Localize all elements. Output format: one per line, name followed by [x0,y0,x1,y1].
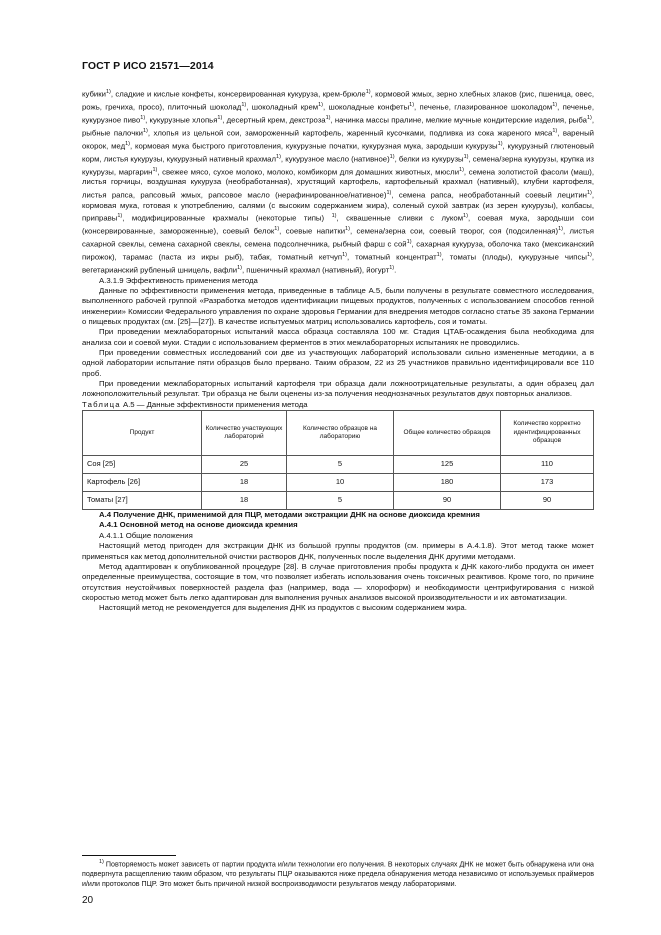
table-caption [82,400,594,410]
footnote-marker: 1) [125,140,130,147]
efficiency-table [82,410,594,510]
footnote-text: $^{1)}$ Повторяемость может зависеть от партии продукта и/или технологии его получения. В некоторых случаях ДНК не может быть обнаружена или она подвергнута расщеплению таким образом, что результаты ПЦР оказываются ниже предела обнаружения метода независимо от используемых праймеров и/или протоколов ПЦР. Это может быть причиной низкой воспроизводимости результатов между лабораториями. [82,859,594,888]
footnote-marker: 1) [406,238,412,245]
method-limitation-paragraph: Настоящий метод не рекомендуется для выделения ДНК из продуктов с высоким содержанием жира. [99,603,467,613]
column-header: Общее количество образцов [394,411,501,456]
table-cell: 125 [394,456,501,474]
footnote-marker: 1) [318,101,323,108]
table-cell: Картофель [26] [83,474,202,492]
footnote-marker: 1) [325,114,331,121]
footnote-marker: 1) [276,153,281,160]
table-cell: 10 [287,474,394,492]
table-cell: 90 [394,492,501,510]
footnote [82,858,594,889]
table-cell: 18 [202,474,287,492]
footnote-marker: 1) [142,127,148,134]
subsection-a41-heading: A.4.1 Основной метод на основе диоксида кремния [99,520,298,530]
footnote-marker: 1) [497,140,503,147]
footnote-marker: 1) [389,153,395,160]
footnote-marker: 1) [331,213,337,220]
footnote-marker: 1) [386,189,392,196]
footnote-marker: 1) [463,153,469,160]
column-header: Продукт [83,411,202,456]
method-adaptation-paragraph: Метод адаптирован к опубликованной процедуре [28]. В случае приготовления пробы продукта к ДНК какого-либо продукта он имеет определенные преимущества, состоящие в том, что позволяет избегать использования очень токсичных реактивов. Кроме того, по причине отсутствия неустойчивых поверхностей раздела фаз (например, вода — хлороформ) и необходимости центрифугирования с низкой скоростью метод может быть легко адаптирован для выполнения ручных анализов высокой производительности и их автоматизации. [82,561,594,602]
subsection-a411-heading: A.4.1.1 Общие положения [99,530,193,540]
table-cell: 25 [202,456,287,474]
column-header: Количество участвующих лабораторий [202,411,287,456]
sample-mass-paragraph: При проведении межлабораторных испытаний масса образца составляла 100 мг. Стадия ЦТАБ-осаждения была необходима для анализа сои и соевой муки. Стадии с использованием ферментов в этих межлабораторных испытаниях не проводились. [82,327,594,347]
subsection-a319-heading: A.3.1.9 Эффективность применения метода [99,275,258,285]
table-cell: 173 [501,474,594,492]
column-header: Количество корректно идентифицированных образцов [501,411,594,456]
page-number: 20 [82,895,94,906]
footnote-marker: 1) [552,101,558,108]
table-cell: 5 [287,492,394,510]
table-cell: 180 [394,474,501,492]
footnote-marker: 1) [552,127,558,134]
footnote-marker: 1) [586,251,592,258]
footnote-marker: 1) [365,89,371,95]
footnote-marker: 1) [558,225,563,232]
table-cell: Соя [25] [83,456,202,474]
footnote-marker: 1) [409,101,415,108]
table-header-row [83,411,594,456]
footnote-marker: 1) [99,859,104,865]
footnote-marker: 1) [459,166,464,173]
table-cell: 90 [501,492,594,510]
footnote-marker: 1) [586,189,592,196]
table-cell: Томаты [27] [83,492,202,510]
table-cell: 18 [202,492,287,510]
footnote-marker: 1) [217,114,223,121]
footnote-marker: 1) [345,225,350,232]
footnote-marker: 1) [140,114,146,121]
document-code-header: ГОСТ Р ИСО 21571—2014 [82,60,214,72]
table-cell: 110 [501,456,594,474]
footnote-separator [82,855,176,856]
column-header: Количество образцов на лабораторию [287,411,394,456]
footnote-marker: 1) [241,101,247,108]
method-scope-paragraph: Настоящий метод пригоден для экстракции ДНК из большой группы продуктов (см. примеры в А.4.1.8). Этот метод также может применяться как метод дополнительной очистки растворов ДНК, полученных после выделения ДНК другими методами. [82,541,594,561]
table-caption-word: Таблица [82,399,121,409]
footnote-marker: 1) [342,251,347,258]
footnote-marker: 1) [152,166,158,173]
efficiency-paragraph: Данные по эффективности применения метода, приведенные в таблице А.5, были получены в результате совместного исследования, выполненного рабочей группой «Разработка методов идентификации пищевых продуктов, полученных с использованием способов генной инженерии» Комиссии Федерального управления по охране здоровья Германии для внедрения методов согласно статье 35 закона Германии о пищевых продуктах (см. [25]—[27]). В качестве испытуемых матриц использовались картофель, соя и томаты. [82,286,594,327]
soy-study-paragraph: При проведении совместных исследований сои две из участвующих лабораторий использовали сильно измененные методики, а в одной лаборатории испытание пяти образцов было прервано. Таким образом, 22 из 25 участников правильно идентифицировали все 110 проб. [82,348,594,378]
table-caption-text: А.5 — Данные эффективности применения метода [122,399,308,409]
footnote-marker: 1) [237,264,242,271]
footnote-marker: 1) [436,251,442,258]
product-list-paragraph: кубики$^{1)}$, сладкие и кислые конфеты, консервированная кукуруза, крем-брюле$^{1)}$, кормовой жмых, зерно хлебных злаков (рис, пшеница, овес, рожь, гречиха, просо), плиточный шоколад$^{1)}$, шоколадный крем$^{1)}$, шоколадные конфеты$^{1)}$, печенье, глазированное шоколадом$^{1)}$, печенье, кукурузное пиво$^{1)}$, кукурузные хлопья$^{1)}$, десертный крем, декстроза$^{1)}$, начинка массы пралине, мелкие мучные кондитерские изделия, рыба$^{1)}$, рыбные палочки$^{1)}$, хлопья из цельной сои, замороженный картофель, жаренный кусочками, подливка из сока жареного мяса$^{1)}$, вареный окорок, мед$^{1)}$, кормовая мука быстрого приготовления, кукурузные початки, кукурузная мука, зародыши кукурузы$^{1)}$, кукурузный глютеновый корм, листья кукурузы, кукурузный нативный крахмал$^{1)}$, кукурузное масло (нативное)$^{1)}$, белки из кукурузы$^{1)}$, семена/зерна кукурузы, крупка из кукурузы, маргарин$^{1)}$, свежее мясо, сухое молоко, молоко, комбикорм для домашних животных, мюсли$^{1)}$, семена золотистой фасоли (маш), листья горчицы, воздушная кукуруза (необработанная), хрустящий картофель, картофельный крахмал (нативный), клубни картофеля, листья рапса, рапсовый жмых, рапсовое масло (нерафинированное/нативное)$^{1)}$, семена рапса, необработанный соевый лецитин$^{1)}$, кормовая мука, готовая к употреблению, салями (с высоким содержанием жира), соленый сухой завтрак (из зерен кукурузы), колбасы, приправы$^{1)}$, модифицированные крахмалы (некоторые типы) $^{1)}$, сквашенные сливки с луком$^{1)}$, соевая мука, зародыши сои (консервированные, замороженные), соевый белок$^{1)}$, соевые напитки$^{1)}$, семена/зерна сои, соевый творог, соя (подсиленная)$^{1)}$, листья сахарной свеклы, семена сахарной свеклы, семена подсолнечника, рыбный фарш с сой$^{1)}$, сахарная кукуруза, оболочка тако (мексиканский пирожок), тарамас (паста из икры рыб), табак, томатный кетчуп$^{1)}$, томатный концентрат$^{1)}$, томаты (плоды), кукурузные чипсы$^{1)}$, вегетарианский рубленый шницель, вафли$^{1)}$, пшеничный крахмал (нативный), йогурт$^{1)}$. [82,89,595,275]
document-body [82,87,594,614]
footnote-marker: 1) [105,89,111,95]
table-row [83,456,594,474]
footnote-marker: 1) [586,114,592,121]
footnote-marker: 1) [389,264,395,271]
footnote-marker: 1) [463,213,468,220]
table-row [83,492,594,510]
potato-study-paragraph: При проведении межлабораторных испытаний картофеля три образца дали ложноотрицательные результаты, а один образец дал ложноположительный результат. Три образца не были оценены из-за получения неоднозначных результатов двух повторных анализов. [82,379,594,399]
footnote-marker: 1) [274,225,280,232]
footnote-marker: 1) [117,213,123,220]
table-cell: 5 [287,456,394,474]
table-row [83,474,594,492]
section-a4-heading: A.4 Получение ДНК, применимой для ПЦР, методами экстракции ДНК на основе диоксида кремния [99,510,480,520]
